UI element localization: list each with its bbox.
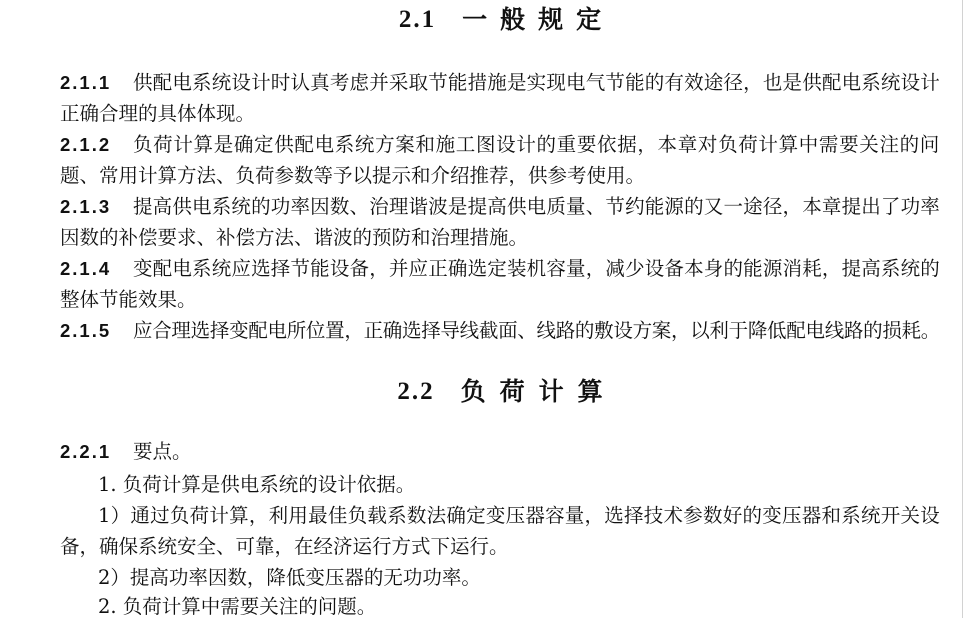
text-row: [60, 284, 940, 315]
clause: [60, 191, 940, 253]
list-item: [60, 562, 940, 593]
item-text-line: 1. 负荷计算是供电系统的设计依据。: [98, 473, 416, 496]
text-row: [60, 160, 940, 191]
clause-number: 2.1.5: [60, 320, 112, 341]
item-text-line: 1）通过负荷计算，利用最佳负载系数法确定变压器容量，选择技术参数好的变压器和系统开关设: [98, 504, 940, 527]
clause: [60, 67, 940, 129]
section-heading: [60, 0, 940, 40]
text-row: [60, 98, 940, 129]
clause-text-line: 要点。: [133, 440, 192, 463]
text-row: [60, 67, 940, 98]
clause-number: 2.2.1: [60, 441, 112, 462]
clause-number: 2.1.2: [60, 134, 112, 155]
list-item: [60, 596, 940, 618]
clause-text-line: 正确合理的具体体现。: [60, 102, 256, 125]
clause: [60, 315, 940, 346]
clause-text-line: 提高供电系统的功率因数、治理谐波是提高供电质量、节约能源的又一途径，本章提出了功率: [133, 195, 940, 218]
clause-number: 2.1.3: [60, 196, 112, 217]
page-edge-line: [962, 0, 963, 618]
clause-text-line: 题、常用计算方法、负荷参数等予以提示和介绍推荐，供参考使用。: [60, 164, 646, 187]
text-row: [60, 562, 940, 593]
text-row: [60, 596, 940, 618]
section-heading: [60, 372, 940, 412]
item-text-line: 2. 负荷计算中需要关注的问题。: [98, 596, 377, 618]
clause-text-line: 整体节能效果。: [60, 288, 197, 311]
text-row: [60, 253, 940, 284]
clause: [60, 129, 940, 191]
clause-number: 2.1.1: [60, 72, 112, 93]
item-text-line: 备，确保系统安全、可靠，在经济运行方式下运行。: [60, 535, 509, 558]
text-row: [60, 500, 940, 531]
item-text-line: 2）提高功率因数，降低变压器的无功功率。: [98, 566, 481, 589]
list-item: [60, 500, 940, 562]
text-row: [60, 129, 940, 160]
text-row: [60, 436, 940, 467]
text-row: [60, 469, 940, 500]
section-title: 负荷计算: [460, 377, 617, 406]
text-row: [60, 222, 940, 253]
text-row: [60, 531, 940, 562]
text-row: [60, 191, 940, 222]
point-list: [60, 469, 940, 618]
clause: [60, 253, 940, 315]
text-row: [60, 315, 940, 346]
section-number: 2.2: [397, 378, 435, 405]
clause-text-line: 负荷计算是确定供配电系统方案和施工图设计的重要依据，本章对负荷计算中需要关注的问: [133, 133, 940, 156]
clause-text-line: 应合理选择变配电所位置，正确选择导线截面、线路的敷设方案，以利于降低配电线路的损耗。: [133, 319, 940, 342]
clause: [60, 436, 940, 467]
clause-list: [60, 67, 940, 346]
section-number: 2.1: [398, 6, 437, 33]
list-item: [60, 469, 940, 500]
clause-text-line: 变配电系统应选择节能设备，并应正确选定装机容量，减少设备本身的能源消耗，提高系统的: [133, 257, 940, 280]
clause-number: 2.1.4: [60, 258, 112, 279]
document-body: [60, 0, 940, 618]
clause-text-line: 供配电系统设计时认真考虑并采取节能措施是实现电气节能的有效途径，也是供配电系统设计: [133, 71, 940, 94]
section-title: 一般规定: [462, 5, 615, 34]
clause-text-line: 因数的补偿要求、补偿方法、谐波的预防和治理措施。: [60, 226, 529, 249]
